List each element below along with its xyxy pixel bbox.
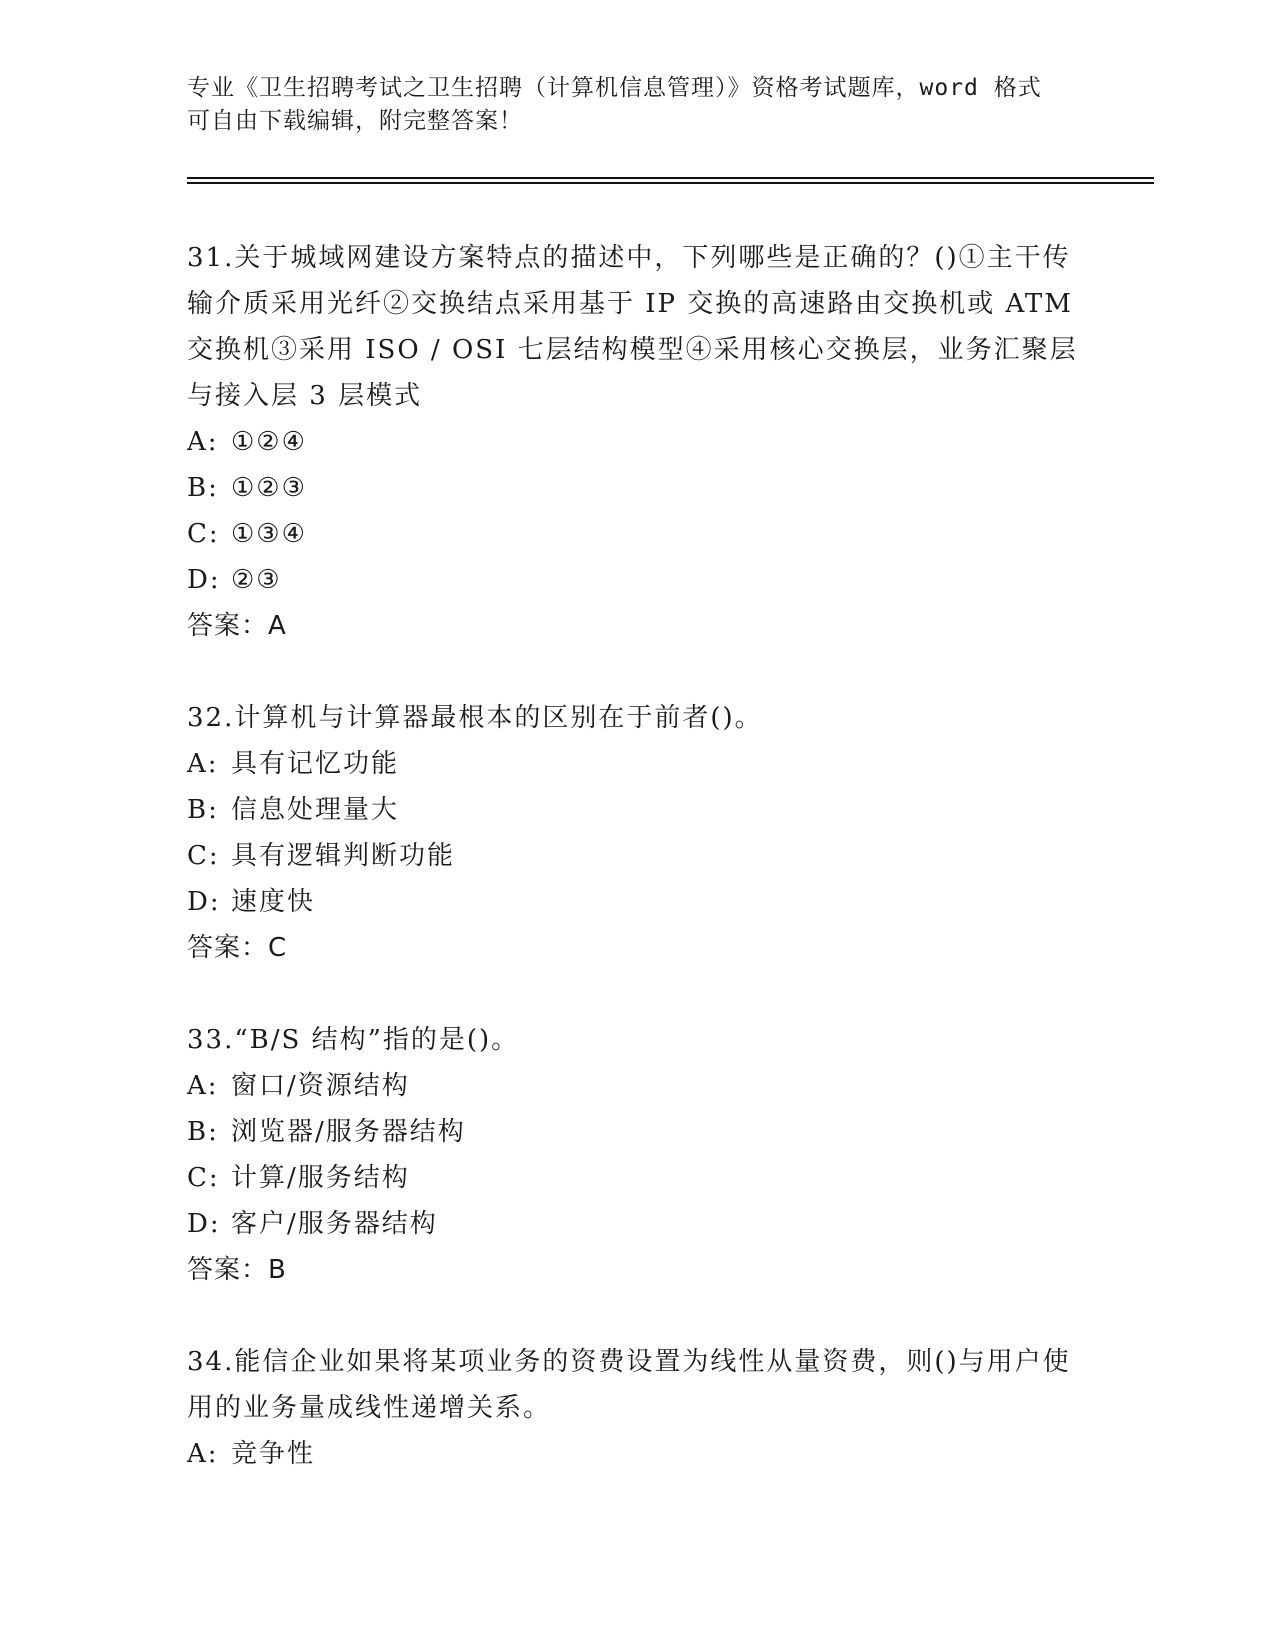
- option-text: 具有逻辑判断功能: [231, 841, 456, 871]
- option-key: D:: [187, 887, 221, 917]
- option-key: B:: [187, 473, 219, 503]
- question-list: [187, 235, 1087, 1523]
- option-a: [187, 1431, 1087, 1477]
- option-text: 信息处理量大: [231, 795, 400, 825]
- question-stem: 33.“B/S 结构”指的是()。: [187, 1025, 520, 1055]
- option-text: ①③④: [231, 519, 307, 549]
- option-key: A:: [187, 749, 219, 779]
- option-key: A:: [187, 1071, 219, 1101]
- option-text: 速度快: [231, 887, 316, 917]
- option-text: 计算/服务结构: [231, 1163, 410, 1193]
- option-d: [187, 557, 1087, 603]
- option-key: A:: [187, 427, 219, 457]
- option-text: 窗口/资源结构: [231, 1071, 410, 1101]
- option-a: [187, 419, 1087, 465]
- option-key: B:: [187, 795, 219, 825]
- header-divider-bottom: [187, 182, 1154, 184]
- answer-line: 答案：A: [187, 611, 287, 641]
- option-key: B:: [187, 1117, 219, 1147]
- header-line-1: 专业《卫生招聘考试之卫生招聘（计算机信息管理）》资格考试题库，word 格式: [187, 75, 1042, 101]
- answer-line: 答案：B: [187, 1255, 287, 1285]
- option-key: C:: [187, 841, 220, 871]
- option-text: ①②③: [231, 473, 307, 503]
- option-key: A:: [187, 1439, 219, 1469]
- option-key: D:: [187, 565, 221, 595]
- question-34: [187, 1339, 1087, 1477]
- option-c: [187, 511, 1087, 557]
- option-d: [187, 1201, 1087, 1247]
- option-text: ②③: [231, 565, 282, 595]
- option-b: [187, 1109, 1087, 1155]
- option-key: D:: [187, 1209, 221, 1239]
- option-d: [187, 879, 1087, 925]
- option-b: [187, 787, 1087, 833]
- option-key: C:: [187, 1163, 220, 1193]
- question-31: [187, 235, 1087, 649]
- question-stem: 32.计算机与计算器最根本的区别在于前者()。: [187, 703, 763, 733]
- question-stem: 34.能信企业如果将某项业务的资费设置为线性从量资费，则()与用户使用的业务量成线性递增关系。: [187, 1347, 1071, 1423]
- option-text: 浏览器/服务器结构: [231, 1117, 466, 1147]
- option-text: 具有记忆功能: [231, 749, 400, 779]
- option-key: C:: [187, 519, 220, 549]
- option-text: 客户/服务器结构: [231, 1209, 438, 1239]
- option-text: ①②④: [231, 427, 307, 457]
- option-b: [187, 465, 1087, 511]
- answer-line: 答案：C: [187, 933, 288, 963]
- question-33: [187, 1017, 1087, 1293]
- option-c: [187, 833, 1087, 879]
- header-divider-top: [187, 177, 1154, 179]
- option-a: [187, 1063, 1087, 1109]
- option-text: 竞争性: [231, 1439, 316, 1469]
- option-a: [187, 741, 1087, 787]
- question-stem: 31.关于城域网建设方案特点的描述中，下列哪些是正确的？()①主干传输介质采用光纤②交换结点采用基于 IP 交换的高速路由交换机或 ATM 交换机③采用 ISO / OSI 七层结构模型④采用核心交换层，业务汇聚层与接入层 3 层模式: [187, 243, 1078, 411]
- document-header: [187, 72, 1087, 138]
- header-line-2: 可自由下载编辑，附完整答案！: [187, 108, 523, 134]
- question-32: [187, 695, 1087, 971]
- option-c: [187, 1155, 1087, 1201]
